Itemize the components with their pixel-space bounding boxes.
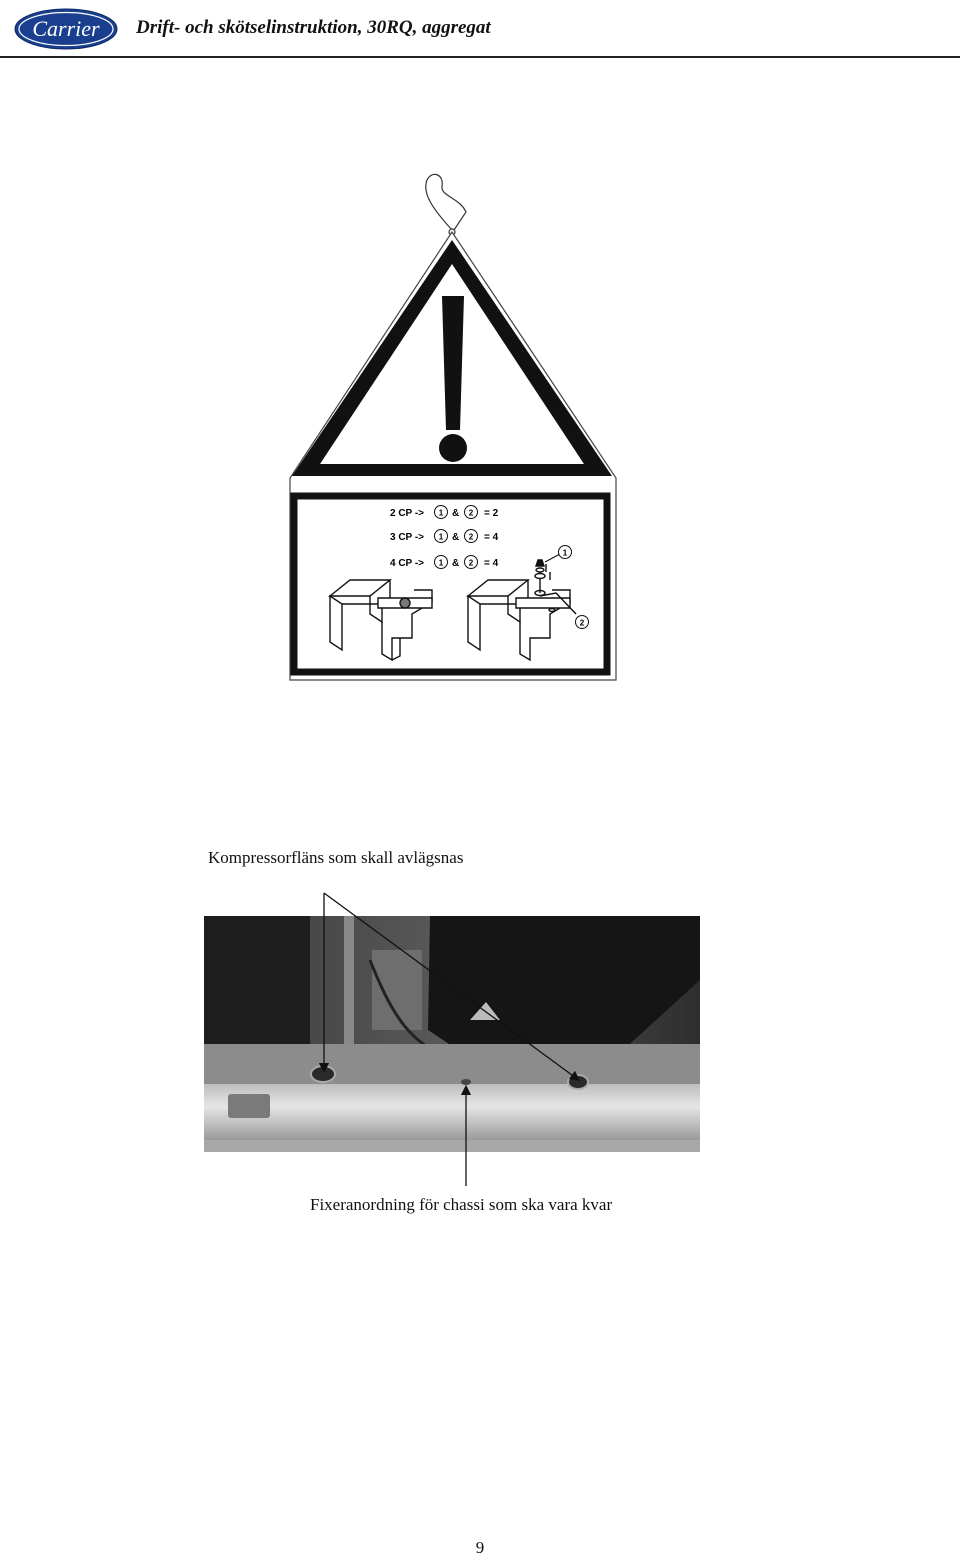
svg-text:2 CP ->: 2 CP -> xyxy=(390,508,424,519)
svg-text:&: & xyxy=(452,558,460,569)
svg-text:= 4: = 4 xyxy=(484,558,499,569)
chassis-photo xyxy=(0,888,960,1188)
svg-text:= 4: = 4 xyxy=(484,532,499,543)
page-number: 9 xyxy=(475,1538,485,1557)
svg-text:4 CP ->: 4 CP -> xyxy=(390,558,424,569)
header-rule xyxy=(0,56,960,58)
document-title: Drift- och skötselinstruktion, 30RQ, aggregat xyxy=(136,17,491,38)
logo-text: Carrier xyxy=(32,16,100,41)
svg-text:1: 1 xyxy=(562,548,568,558)
svg-text:&: & xyxy=(452,532,460,543)
svg-text:1: 1 xyxy=(438,558,444,568)
svg-text:2: 2 xyxy=(468,558,474,568)
svg-text:2: 2 xyxy=(468,508,474,518)
caption-compressor-flange: Kompressorfläns som skall avlägsnas xyxy=(208,848,464,867)
warning-sign xyxy=(282,168,618,688)
svg-text:1: 1 xyxy=(438,508,444,518)
page-header xyxy=(0,0,960,60)
svg-text:2: 2 xyxy=(579,618,585,628)
hanging-string-icon xyxy=(426,174,466,230)
svg-text:3 CP ->: 3 CP -> xyxy=(390,532,424,543)
caption-chassis-fixture: Fixeranordning för chassi som ska vara kvar xyxy=(310,1195,613,1214)
svg-text:1: 1 xyxy=(438,532,444,542)
svg-text:&: & xyxy=(452,508,460,519)
svg-text:2: 2 xyxy=(468,532,474,542)
svg-text:= 2: = 2 xyxy=(484,508,499,519)
